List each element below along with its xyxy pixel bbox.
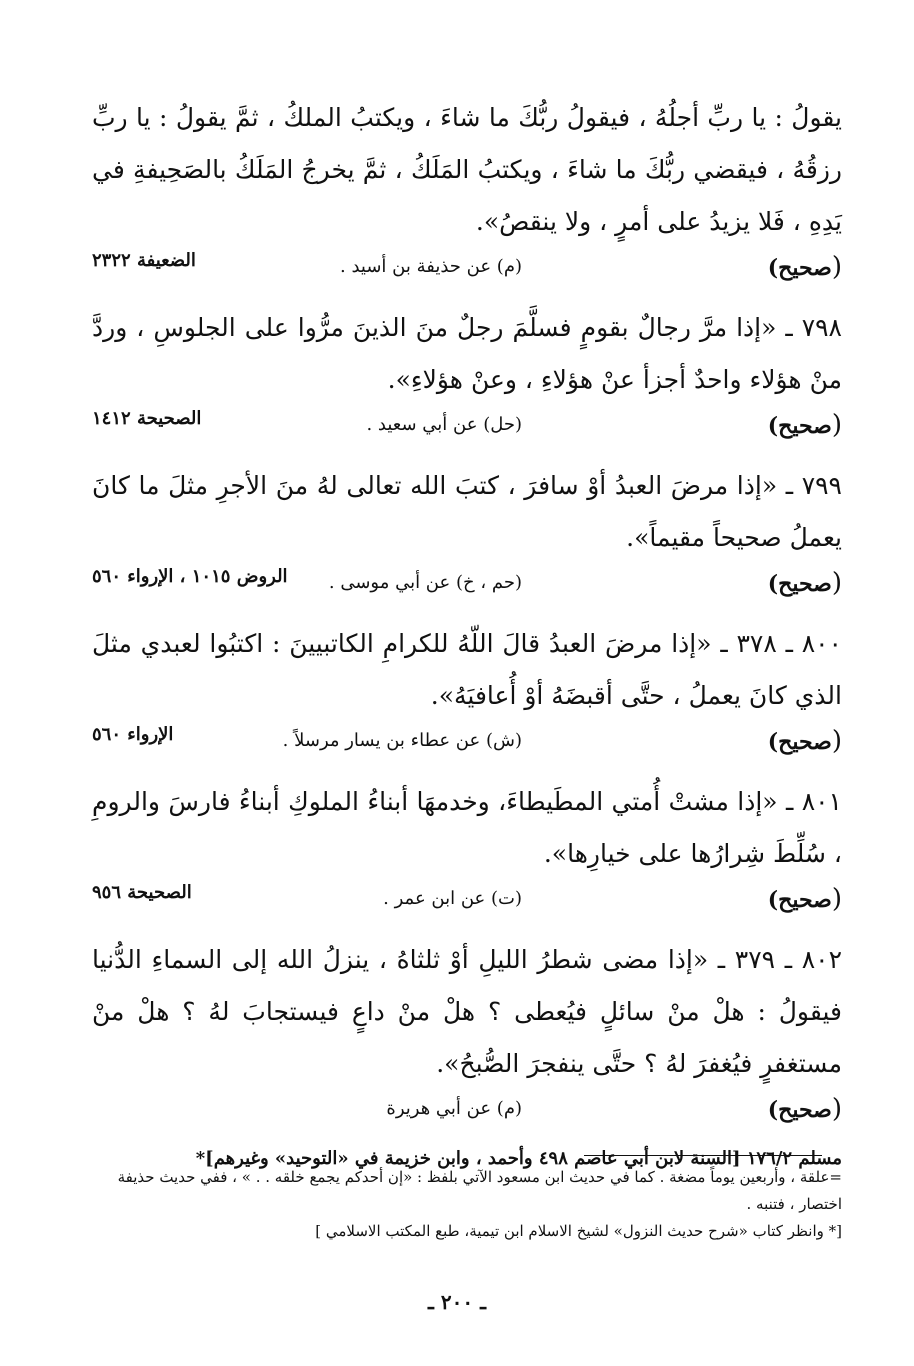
hadith-text: ٧٩٩ ـ «إذا مرضَ العبدُ أوْ سافرَ ، كتبَ الله تعالى لهُ منَ الأجرِ مثلَ ما كانَ يعملُ صحيحاً مقيماً». <box>92 471 842 552</box>
source-label: (ت) عن ابن عمر . <box>383 888 522 909</box>
hadith-text: ٧٩٨ ـ «إذا مرَّ رجالٌ بقومٍ فسلَّمَ رجلٌ منَ الذينَ مرُّوا على الجلوسِ ، وردَّ منْ هؤلاء واحدٌ أجزأ عنْ هؤلاءِ ، وعنْ هؤلاءِ». <box>92 313 842 394</box>
hadith-text: يقولُ : يا ربِّ أجلُهُ ، فيقولُ ربُّكَ ما شاءَ ، ويكتبُ الملكُ ، ثمَّ يقولُ : يا ربِّ رزقُهُ ، فيقضي ربُّكَ ما شاءَ ، ويكتبُ المَلَكُ ، ثمَّ يخرجُ المَلَكُ بالصَحِيفةِ في يَدِهِ ، فَلا يزيدُ على أمرٍ ، ولا ينقصُ». <box>92 103 842 236</box>
hadith-text: ٨٠١ ـ «إذا مشتْ أُمتي المطَيطاءَ، وخدمهَا أبناءُ الملوكِ أبناءُ فارسَ والرومِ ، سُلِّطَ شِرارُها على خيارِها». <box>92 787 842 868</box>
source-label: (ش) عن عطاء بن يسار مرسلاً . <box>282 730 522 751</box>
grade-label: ( صحيح) <box>768 726 842 756</box>
hadith-text: ٨٠٢ ـ ٣٧٩ ـ «إذا مضى شطرُ الليلِ أوْ ثلثاهُ ، ينزلُ الله إلى السماءِ الدُّنيا فيقولُ : هلْ منْ سائلٍ فيُعطى ؟ هلْ منْ داعٍ فيستجابَ لهُ ؟ هلْ منْ مستغفرٍ فيُغفرَ لهُ ؟ حتَّى ينفجرَ الصُّبحُ». <box>92 945 843 1078</box>
hadith-text: ٨٠٠ ـ ٣٧٨ ـ «إذا مرضَ العبدُ قالَ اللّهُ للكرامِ الكاتبيينَ : اكتبُوا لعبدي مثلَ الذي كانَ يعملُ ، حتَّى أقبضَهُ أوْ أُعافيَهُ». <box>92 629 842 710</box>
hadith-meta <box>92 724 842 768</box>
hadith-meta <box>92 566 842 610</box>
grade-label: ( صحيح) <box>768 884 842 914</box>
grade-label: ( صحيح) <box>768 410 842 440</box>
grade-label: ( صحيح) <box>768 252 842 282</box>
reference-label: الروض ١٠١٥ ، الإرواء ٥٦٠ <box>92 566 288 587</box>
source-label: (حل) عن أبي سعيد . <box>366 414 522 435</box>
source-label: (م) عن حذيفة بن أسيد . <box>340 256 522 277</box>
grade-label: ( صحيح) <box>768 568 842 598</box>
grade-label: ( صحيح) <box>768 1094 842 1124</box>
source-label: (حم ، خ) عن أبي موسى . <box>328 572 522 593</box>
footnote-divider <box>584 1155 822 1156</box>
page-number: ـ ٢٠٠ ـ <box>428 1290 486 1314</box>
reference-label: الضعيفة ٢٣٢٢ <box>92 250 196 271</box>
hadith-meta <box>92 1092 842 1136</box>
footnote: [* وانظر كتاب «شرح حديث النزول» لشيخ الاسلام ابن تيمية، طبع المكتب الاسلامي ] <box>315 1222 842 1240</box>
page-body <box>92 92 842 1174</box>
hadith-meta <box>92 250 842 294</box>
source-label: (م) عن أبي هريرة <box>386 1098 522 1119</box>
footnotes <box>92 1164 842 1245</box>
reference-label: الصحيحة ٩٥٦ <box>92 882 192 903</box>
hadith-meta <box>92 882 842 926</box>
reference-line: مسلم ١٧٦/٢ [السنة لابن أبي عاصم ٤٩٨ وأحمد ، وابن خزيمة في «التوحيد» وغيرهم]* <box>195 1148 842 1169</box>
reference-label: الإرواء ٥٦٠ <box>92 724 174 745</box>
footnote: =علقة ، وأربعين يوماً مضغة . كما في حديث ابن مسعود الآتي بلفظ : «إن أحدكم يجمع خلقه . . » ، ففي حديث حذيفة اختصار ، فتنبه . <box>117 1168 842 1213</box>
hadith-meta <box>92 408 842 452</box>
reference-label: الصحيحة ١٤١٢ <box>92 408 202 429</box>
